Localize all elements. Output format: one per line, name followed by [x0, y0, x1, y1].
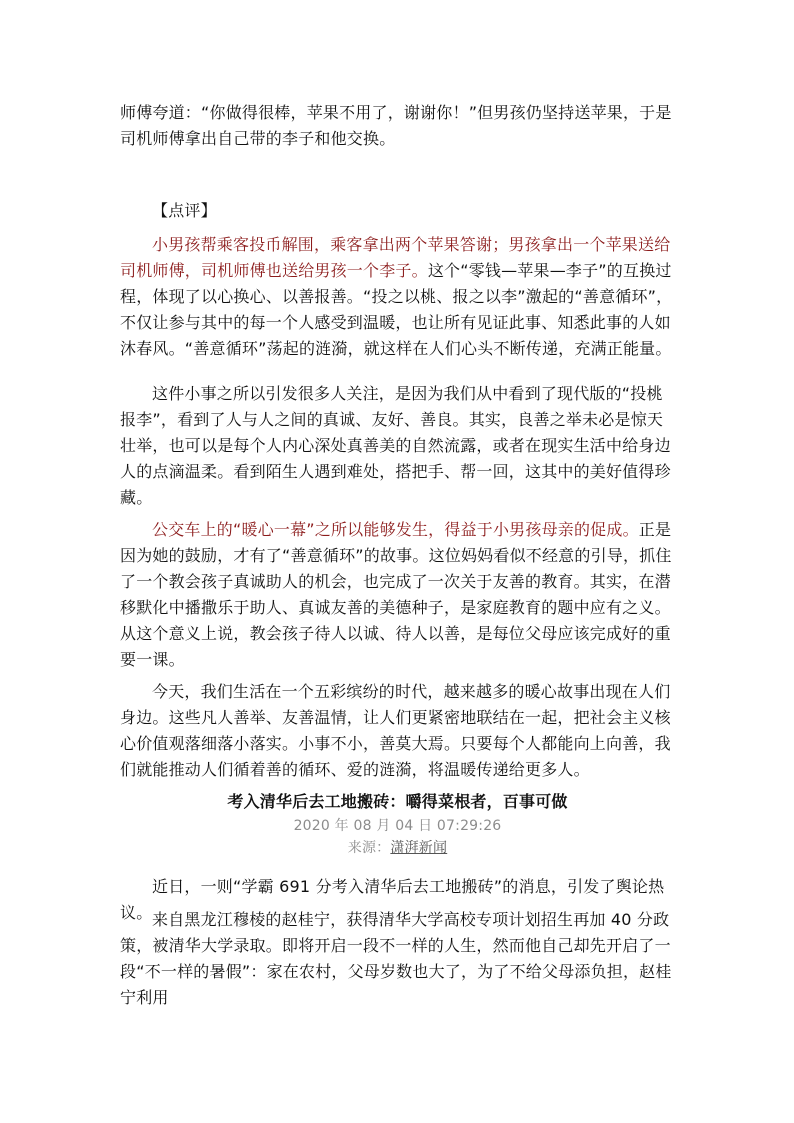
comment-paragraph-3 — [120, 517, 675, 673]
article-p1-text: 近日，一则“学霸 691 分考入清华后去工地搬砖”的消息，引发了舆论热议。 — [120, 877, 665, 922]
article-date-text: 2020 年 08 月 04 日 07:29:26 — [293, 818, 502, 834]
comment-p1-highlight: 小男孩帮乘客投币解围，乘客拿出两个苹果答谢；男孩拿出一个苹果送给司机师傅，司机师傅也送给男孩一个李子。 — [120, 235, 671, 280]
article-source-label: 来源： — [347, 840, 391, 856]
comment-heading-text: 【点评】 — [152, 201, 217, 220]
comment-paragraph-4 — [120, 679, 675, 783]
article-date — [120, 815, 675, 837]
comment-paragraph-1 — [120, 232, 675, 362]
comment-p1-text: 这个“零钱—苹果—李子”的互换过程，体现了以心换心、以善报善。“投之以桃、报之以李”激起的“善意循环”，不仅让参与其中的每一个人感受到温暖，也让所有见证此事、知悉此事的人如沐春风。“善意循环”荡起的涟漪，就这样在人们心头不断传递，充满正能量。 — [120, 261, 673, 358]
comment-p4-text: 今天，我们生活在一个五彩缤纷的时代，越来越多的暖心故事出现在人们身边。这些凡人善举、友善温情，让人们更紧密地联结在一起，把社会主义核心价值观落细落小落实。小事不小，善莫大焉。只要每个人都能向上向善，我们就能推动人们循着善的循环、爱的涟漪，将温暖传递给更多人。 — [120, 682, 671, 779]
article-p2-text: 来自黑龙江穆棱的赵桂宁，获得清华大学高校专项计划招生再加 40 分政策，被清华大学录取。即将开启一段不一样的人生，然而他自己却先开启了一段“不一样的暑假”：家在农村，父母岁数也大了，为了不给父母添负担，赵桂宁利用 — [120, 910, 672, 1007]
article-paragraph-2 — [120, 907, 675, 1011]
comment-heading — [120, 198, 675, 224]
story-continuation-text: 师傅夸道：“你做得很棒，苹果不用了，谢谢你！”但男孩仍坚持送苹果，于是司机师傅拿出自己带的李子和他交换。 — [120, 103, 672, 148]
comment-p3-highlight: 公交车上的“暖心一幕”之所以能够发生，得益于小男孩母亲的促成。 — [152, 520, 639, 539]
article-title-text: 考入清华后去工地搬砖：嚼得菜根者，百事可做 — [227, 792, 568, 811]
comment-p3-text: 正是因为她的鼓励，才有了“善意循环”的故事。这位妈妈看似不经意的引导，抓住了一个教会孩子真诚助人的机会，也完成了一次关于友善的教育。其实，在潜移默化中播撒乐于助人、真诚友善的美德种子，是家庭教育的题中应有之义。从这个意义上说，教会孩子待人以诚、待人以善，是每位父母应该完成好的重要一课。 — [120, 520, 672, 669]
comment-paragraph-2 — [120, 381, 675, 511]
article-source-link[interactable]: 潇湃新闻 — [390, 840, 448, 856]
story-continuation-paragraph — [120, 100, 675, 152]
article-title — [120, 789, 675, 815]
comment-p2-text: 这件小事之所以引发很多人关注，是因为我们从中看到了现代版的“投桃报李”，看到了人与人之间的真诚、友好、善良。其实，良善之举未必是惊天壮举，也可以是每个人内心深处真善美的自然流露，或者在现实生活中给身边人的点滴温柔。看到陌生人遇到难处，搭把手、帮一回，这其中的美好值得珍藏。 — [120, 384, 671, 507]
article-source — [120, 837, 675, 859]
